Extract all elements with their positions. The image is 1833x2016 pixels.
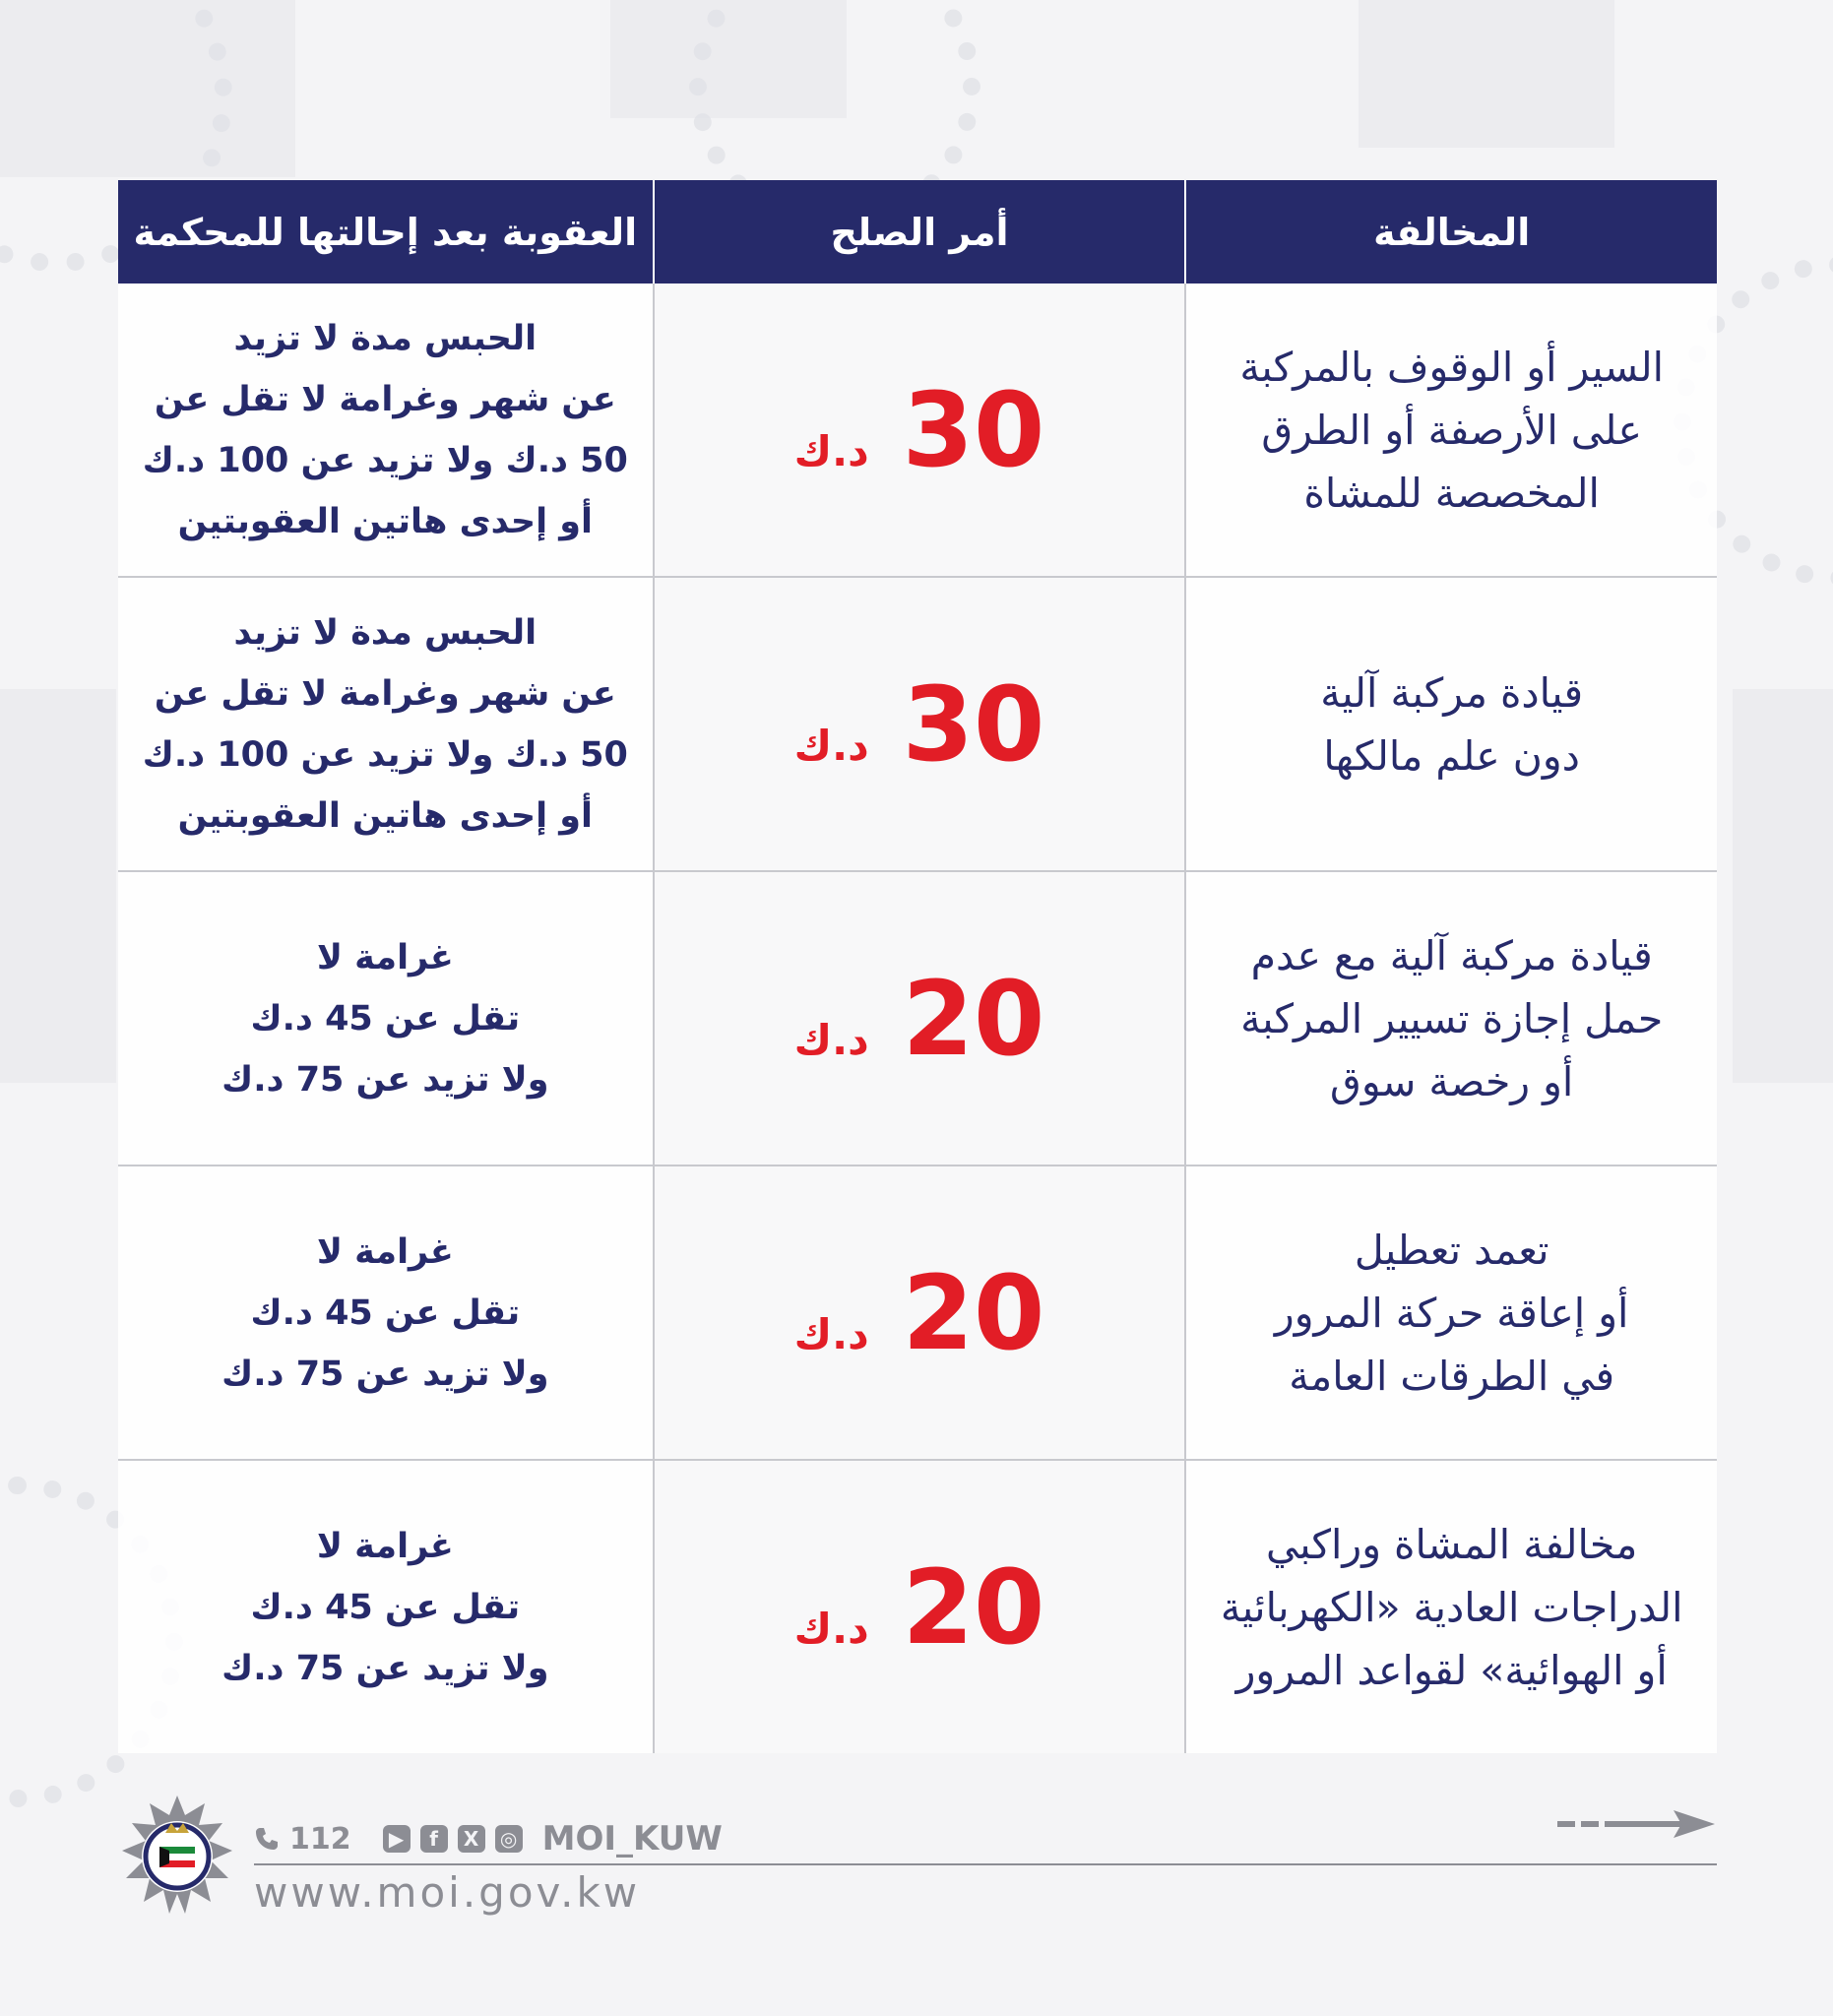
violation-text: مخالفة المشاة وراكبي <box>1265 1520 1638 1568</box>
fine-currency: د.ك <box>793 1309 869 1358</box>
penalty-text: الحبس مدة لا تزيد <box>233 612 537 653</box>
fine-cell <box>653 1461 1185 1753</box>
fine-value <box>794 664 1045 785</box>
social-handle[interactable]: MOI_KUW <box>541 1819 723 1858</box>
fine-amount: 30 <box>902 369 1045 490</box>
youtube-icon[interactable]: ▶ <box>383 1825 411 1853</box>
fine-currency: د.ك <box>793 426 869 475</box>
violation-text: أو إعاقة حركة المرور <box>1274 1289 1629 1337</box>
fine-amount: 20 <box>902 958 1045 1079</box>
penalty-text: عن شهر وغرامة لا تقل عن <box>154 379 616 419</box>
fine-value <box>794 370 1045 490</box>
table-row <box>118 1461 1717 1753</box>
fine-cell <box>653 578 1185 870</box>
instagram-icon[interactable]: ◎ <box>495 1825 523 1853</box>
fine-currency: د.ك <box>793 721 869 770</box>
footer-divider <box>254 1863 1717 1865</box>
penalty-text: تقل عن 45 د.ك <box>250 1292 521 1333</box>
penalty-text: 50 د.ك ولا تزيد عن 100 د.ك <box>142 734 628 775</box>
penalty-text: غرامة لا <box>316 1231 454 1272</box>
fine-cell <box>653 1166 1185 1459</box>
penalty-text: تقل عن 45 د.ك <box>250 1587 521 1627</box>
fine-value <box>794 1547 1045 1668</box>
fine-amount: 20 <box>902 1252 1045 1373</box>
table-row <box>118 578 1717 872</box>
facebook-icon[interactable]: f <box>420 1825 448 1853</box>
table-row <box>118 284 1717 578</box>
penalty-cell <box>118 1166 653 1459</box>
penalty-text: ولا تزيد عن 75 د.ك <box>221 1648 549 1688</box>
website-link[interactable]: www.moi.gov.kw <box>254 1868 641 1917</box>
fine-value <box>794 959 1045 1079</box>
violation-text: في الطرقات العامة <box>1289 1352 1615 1400</box>
penalty-text: تقل عن 45 د.ك <box>250 998 521 1039</box>
contact-bar <box>254 1818 723 1859</box>
fine-currency: د.ك <box>793 1015 869 1064</box>
phone-icon <box>254 1826 280 1852</box>
table-body <box>118 284 1717 1753</box>
penalty-text: ولا تزيد عن 75 د.ك <box>221 1059 549 1100</box>
violation-cell <box>1184 872 1717 1165</box>
penalty-cell <box>118 872 653 1165</box>
fine-amount: 20 <box>902 1546 1045 1668</box>
header-violation: المخالفة <box>1184 180 1717 284</box>
penalty-text: الحبس مدة لا تزيد <box>233 318 537 358</box>
penalty-cell <box>118 1461 653 1753</box>
violation-cell <box>1184 1166 1717 1459</box>
violation-text: تعمد تعطيل <box>1354 1226 1549 1274</box>
violation-text: أو الهوائية» لقواعد المرور <box>1235 1646 1668 1694</box>
violation-text: قيادة مركبة آلية <box>1320 668 1584 717</box>
penalty-text: أو إحدى هاتين العقوبتين <box>177 501 594 541</box>
fines-table <box>118 180 1717 1753</box>
violation-text: الدراجات العادية «الكهربائية <box>1220 1583 1683 1631</box>
violation-text: قيادة مركبة آلية مع عدم <box>1250 931 1653 979</box>
header-fine: أمر الصلح <box>653 180 1185 284</box>
penalty-text: عن شهر وغرامة لا تقل عن <box>154 673 616 714</box>
violation-text: السير أو الوقوف بالمركبة <box>1239 343 1665 391</box>
kuwait-police-logo <box>116 1794 238 1916</box>
violation-text: أو رخصة سوق <box>1330 1057 1574 1105</box>
violation-cell <box>1184 578 1717 870</box>
violation-text: حمل إجازة تسيير المركبة <box>1240 994 1664 1042</box>
fine-cell <box>653 872 1185 1165</box>
penalty-cell <box>118 578 653 870</box>
violation-cell <box>1184 1461 1717 1753</box>
header-penalty: العقوبة بعد إحالتها للمحكمة <box>133 210 638 254</box>
penalty-text: غرامة لا <box>316 1526 454 1566</box>
penalty-text: ولا تزيد عن 75 د.ك <box>221 1354 549 1394</box>
violation-cell <box>1184 284 1717 576</box>
fine-value <box>794 1253 1045 1373</box>
penalty-text: 50 د.ك ولا تزيد عن 100 د.ك <box>142 440 628 480</box>
violation-text: على الأرصفة أو الطرق <box>1261 406 1642 454</box>
violation-text: دون علم مالكها <box>1323 731 1580 780</box>
arrow-right-icon[interactable] <box>1557 1806 1717 1842</box>
table-row <box>118 1166 1717 1461</box>
table-row <box>118 872 1717 1166</box>
penalty-cell <box>118 284 653 576</box>
penalty-text: غرامة لا <box>316 937 454 977</box>
table-header <box>118 180 1717 284</box>
fine-amount: 30 <box>902 663 1045 785</box>
violation-text: المخصصة للمشاة <box>1303 469 1600 517</box>
penalty-text: أو إحدى هاتين العقوبتين <box>177 795 594 836</box>
phone-number[interactable]: 112 <box>289 1821 351 1857</box>
fine-currency: د.ك <box>793 1604 869 1653</box>
x-icon[interactable]: X <box>458 1825 485 1853</box>
fine-cell <box>653 284 1185 576</box>
